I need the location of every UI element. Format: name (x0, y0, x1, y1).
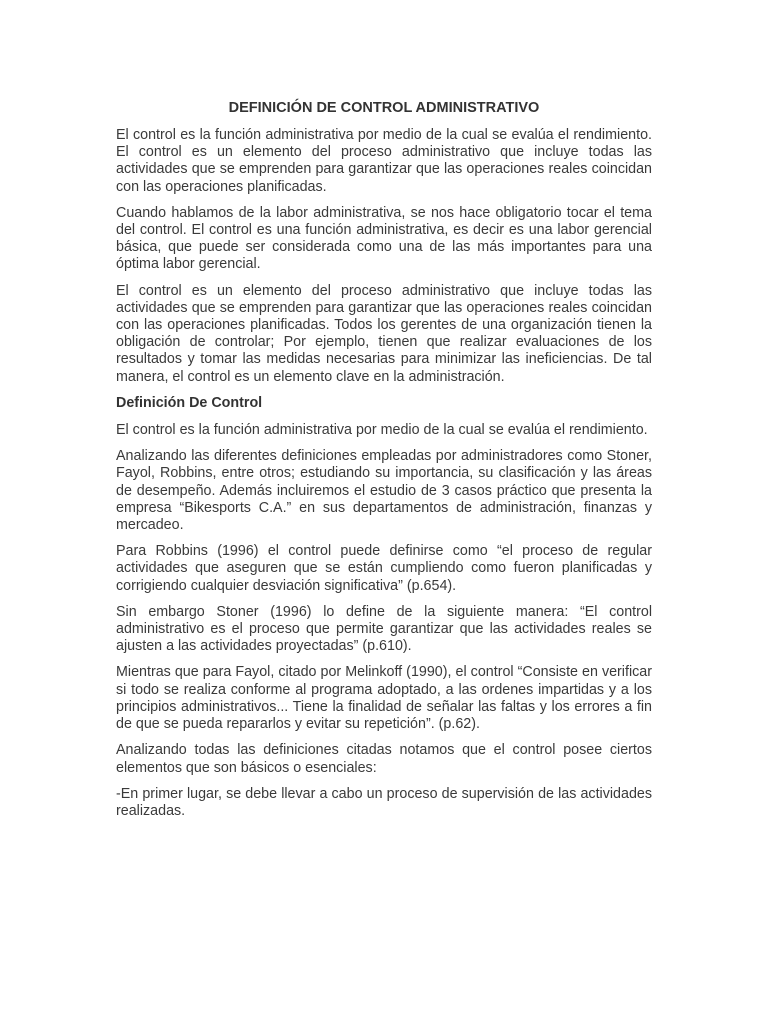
document-body (116, 99, 652, 829)
paragraph: El control es la función administrativa por medio de la cual se evalúa el rendimiento. (116, 422, 648, 439)
paragraph: Sin embargo Stoner (1996) lo define de la siguiente manera: “El control administrativo es el proceso que permite garantizar que las actividades reales se ajusten a las actividades proyectadas” (p.610). (116, 603, 652, 655)
paragraph: Mientras que para Fayol, citado por Melinkoff (1990), el control “Consiste en verificar si todo se realiza conforme al programa adoptado, a las ordenes impartidas y a los principios administrativos... Tiene la finalidad de señalar las faltas y los errores a fin de que se pueda repararlos y evitar su repetición”. (p.62). (116, 664, 652, 733)
paragraph: Analizando todas las definiciones citadas notamos que el control posee ciertos elementos que son básicos o esenciales: (116, 742, 652, 776)
paragraph: Cuando hablamos de la labor administrativa, se nos hace obligatorio tocar el tema del control. El control es una función administrativa, es decir es una labor gerencial básica, que puede ser considerada como una de las más importantes para una óptima labor gerencial. (116, 204, 652, 273)
document-title: DEFINICIÓN DE CONTROL ADMINISTRATIVO (228, 100, 540, 116)
paragraph: Para Robbins (1996) el control puede definirse como “el proceso de regular actividades que aseguren que se están cumpliendo como fueron planificadas y corrigiendo cualquier desviación significativa” (p.654). (116, 543, 652, 594)
paragraph: El control es la función administrativa por medio de la cual se evalúa el rendimiento. El control es un elemento del proceso administrativo que incluye todas las actividades que se emprenden para garantizar que las operaciones reales coincidan con las operaciones planificadas. (116, 127, 652, 195)
section-heading: Definición De Control (116, 394, 263, 411)
paragraph: Analizando las diferentes definiciones empleadas por administradores como Stoner, Fayol, Robbins, entre otros; estudiando su importancia, su clasificación y las áreas de desempeño. Además incluiremos el estudio de 3 casos práctico que presenta la empresa “Bikesports C.A.” en sus departamentos de administración, finanzas y mercadeo. (116, 448, 652, 534)
paragraph: El control es un elemento del proceso administrativo que incluye todas las actividades que se emprenden para garantizar que las operaciones reales coincidan con las operaciones planificadas. Todos los gerentes de una organización tienen la obligación de controlar; Por ejemplo, tienen que realizar evaluaciones de los resultados y tomar las medidas necesarias para minimizar las ineficiencias. De tal manera, el control es un elemento clave en la administración. (116, 282, 652, 385)
paragraph: -En primer lugar, se debe llevar a cabo un proceso de supervisión de las actividades realizadas. (116, 785, 652, 819)
